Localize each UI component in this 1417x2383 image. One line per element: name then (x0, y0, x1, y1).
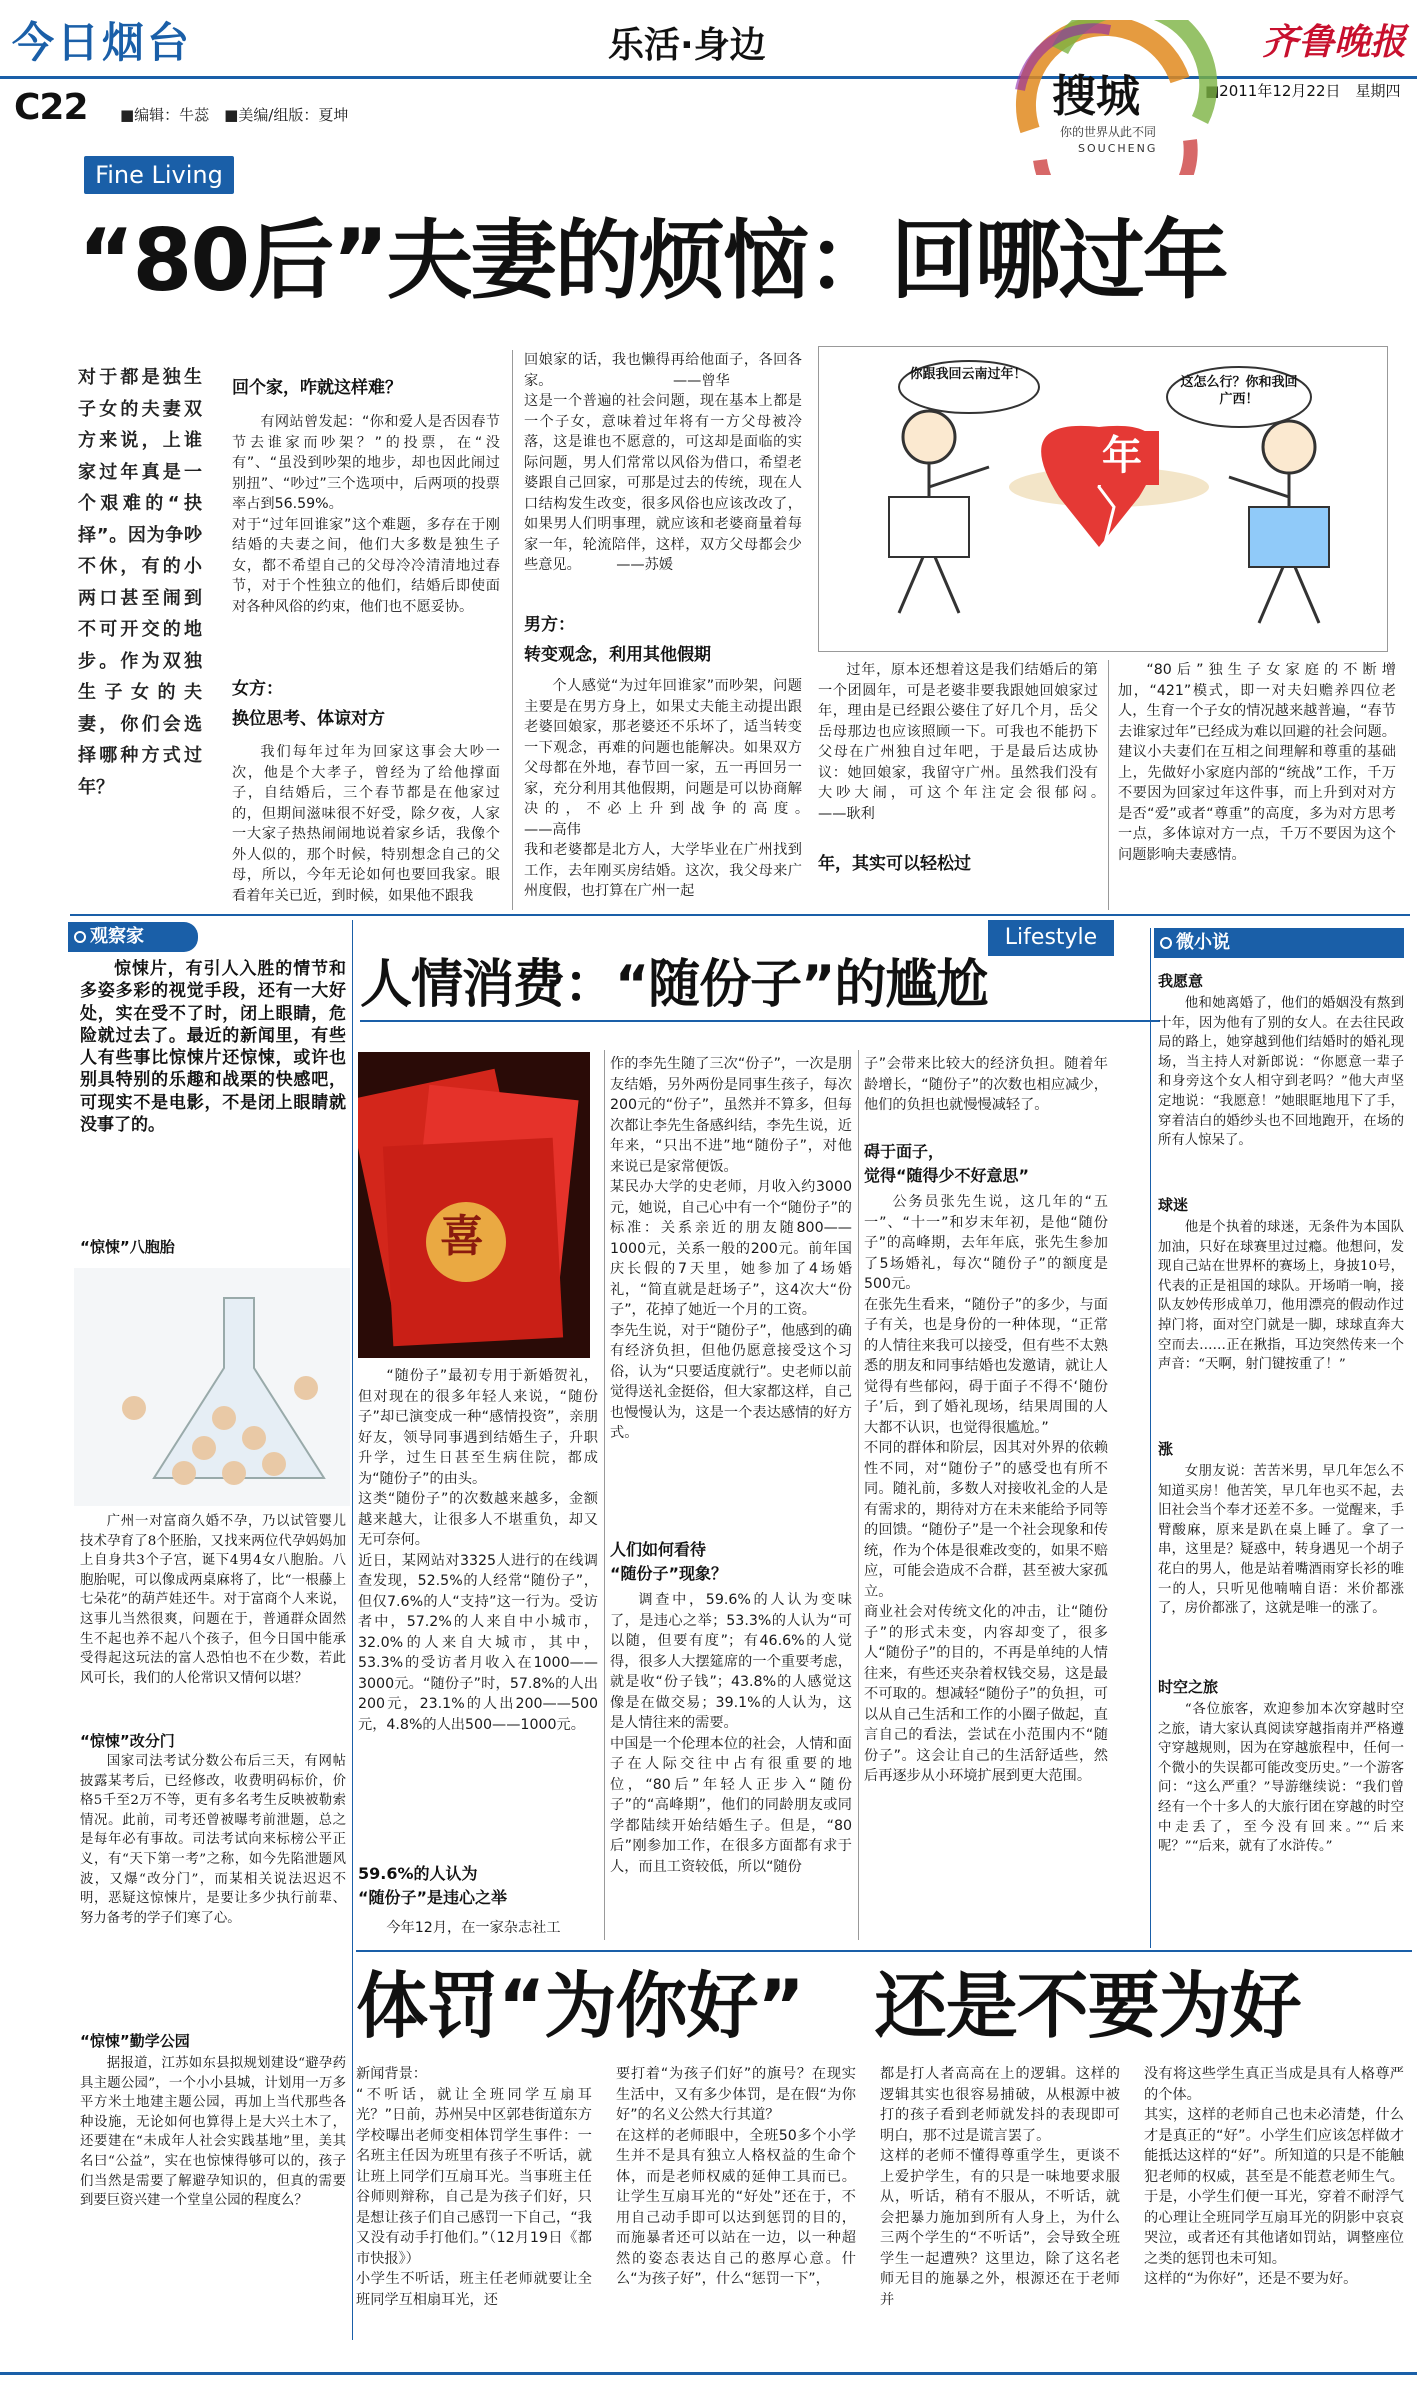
col-divider (604, 1050, 605, 1940)
article2-subhead-1: 59.6%的人认为 “随份子”是违心之举 (358, 1864, 508, 1907)
logo-slogan: 你的世界从此不同 (1060, 125, 1157, 139)
article2-col2b: 调查中，59.6%的人认为变味了，是违心之举；53.3%的人认为“可以随，但要有度”；有46.6%的人觉得，很多人大摆筵席的一个重要考虑，就是收“份子钱”；43.8%的人感觉这像是在做交易；39.1%的人认为，这是人情往来的需要。 中国是一个伦理本位的社会，人情和面子在人际交往中占有很重要的地位，“80后”年轻人正步入“随份子”的“高峰期”，他们的同龄朋友或同学都陆续开始结婚生子。但是，“80后”刚参加工作，在很多方面都有求于人，而且工资较低，所以“随份 (610, 1592, 852, 1875)
article1-lead: 对于都是独生子女的夫妻双方来说，上谁家过年真是一个艰难的“抉择”。因为争吵不休，有的小两口甚至闹到不可开交的地步。作为双独生子女的夫妻，你们会选择哪种方式过年？ (78, 367, 202, 798)
article3-col1: 新闻背景： “不听话，就让全班同学互扇耳光？”日前，苏州吴中区郭巷街道东方学校曝出老师变相体罚学生事件：一名班主任因为班里有孩子不听话，就让班上同学们互扇耳光。当事班主任谷师则辩称，自己是为孩子们好，只是想让孩子们自己感罚一下自己，“我又没有动手打他们。”（12月19日《都市快报》） 小学生不听话，班主任老师就要让全班同学互相扇耳光，还 (356, 2066, 592, 2308)
guanchajia-intro: 惊悚片，有引人入胜的情节和多姿多彩的视觉手段，还有一大好处，实在受不了时，闭上眼睛，危险就过去了。最近的新闻里，有些人有些事比惊悚片还惊悚，或许也别具特别的乐趣和战栗的快感吧，可现实不是电影，不是闭上眼睛就没事了的。 (80, 959, 346, 1136)
guanchajia-item1-title: “惊悚”八胞胎 (80, 1238, 175, 1256)
guanchajia-title-text: 观察家 (90, 926, 144, 947)
header-date: ■2011年12月22日 星期四 (1205, 82, 1401, 100)
weixiaoshuo-title-text: 微小说 (1176, 932, 1230, 953)
flask-illustration (74, 1268, 350, 1506)
article3-col3: 都是打人者高高在上的逻辑。这样的逻辑其实也很容易捕破，从根源中被打的孩子看到老师就发抖的表现即可明白，那不过是谎言罢了。 这样的老师不懂得尊重学生，更谈不上爱护学生，有的只是一味地要求服从，听话，稍有不服从，不听话，就会把暴力施加到所有人身上，为什么三两个学生的“不听话”，会导致全班学生一起遭殃？这里边，除了这名老师无目的施暴之外，根源还在于老师并 (880, 2066, 1120, 2308)
article2-col1: “随份子”最初专用于新婚贺礼，但对现在的很多年轻人来说，“随份子”却已演变成一种“感情投资”，亲朋好友，领导同事遇到结婚生子，升职升学，过生日甚至生病住院，都成为“随份子”的由头。 这类“随份子”的次数越来越多，金额越来越大，让很多人不堪重负，却又无可奈何。 近日，某网站对3325人进行的在线调查发现，52.5%的人经常“随份子”，但仅7.6%的人“支持”这一行为。受访者中，57.2%的人来自中小城市，32.0%的人来自大城市，其中，53.3%的受访者月收入在1000——3000元。“随份子”时，57.8%的人出200元，23.1%的人出200——500元，4.8%的人出500——1000元。 (358, 1368, 598, 1733)
cartoon-illustration (818, 346, 1388, 652)
guanchajia-item3-title: “惊悚”勤学公园 (80, 2032, 190, 2050)
article1-subhead-3: 男方： 转变观念，利用其他假期 (524, 615, 711, 665)
guanchajia-item3-body: 据报道，江苏如东县拟规划建设“避孕药具主题公园”，一个小小县城，计划用一万多平方米土地建主题公园，再加上当代那些各种设施，无论如何也算得上是大兴土木了，还要建在“未成年人社会实践基地”里，美其名曰“公益”，实在也惊悚得够可以的，孩子们当然是需要了解避孕知识的，但真的需要到要巨资兴建一个堂皇公园的程度么？ (80, 2056, 346, 2209)
lifestyle-tag: Lifestyle (988, 920, 1114, 956)
article1-col3: 过年，原本还想着这是我们结婚后的第一个团圆年，可是老婆非要我跟她回娘家过年，理由是已经跟公婆住了好几个月，岳父岳母那边也应该照顾一下。可我也不能扔下父母在广州独自过年吧，于是最后达成协议：她回娘家，我留守广州。虽然我们没有大吵大闹，可这个年注定会很郁闷。 ——耿利 (818, 662, 1098, 822)
article1-subhead-2: 女方： 换位思考、体谅对方 (232, 679, 385, 729)
article2-col1b: 今年12月，在一家杂志社工 (386, 1920, 561, 1936)
article2-headline: 人情消费：“随份子”的尴尬 (360, 955, 988, 1015)
envelope-xi-character: 喜 (440, 1211, 484, 1262)
article1-col4: “80后”独生子女家庭的不断增加，“421”模式，即一对夫妇赡养四位老人，生育一个子女的情况越来越普遍，“春节去谁家过年”已经成为难以回避的社会问题。建议小夫妻们在互相之间理解和尊重的基础上，先做好小家庭内部的“统战”工作，千万不要因为回家过年这件事，而上升到对对方是否“爱”或者“尊重”的高度，多为对方思考一点，多体谅对方一点，千万不要因为这个问题影响夫妻感情。 (1118, 662, 1396, 863)
col-divider (858, 1050, 859, 1940)
header-channel: 乐活·身边 (608, 25, 766, 66)
page-number: C22 (14, 87, 88, 128)
story4-title: 时空之旅 (1158, 1678, 1219, 1696)
guanchajia-item1-body: 广州一对富商久婚不孕，乃以试管婴儿技术孕育了8个胚胎，又找来两位代孕妈妈加上自身共3个子宫，诞下4男4女八胞胎。八胞胎呢，可以像成两桌麻将了，比“一根藤上七朵花”的葫芦娃还牛。对于富商个人来说，这事儿当然很爽，问题在于，普通群众固然生不起也养不起八个孩子，但今日国中能承受得起这玩法的富人恐怕也不在少数，若此风可长，我们的人伦常识又情何以堪？ (80, 1514, 346, 1686)
section-divider (70, 914, 1410, 916)
story1-body: 他和她离婚了，他们的婚姻没有熬到十年，因为他有了别的女人。在去往民政局的路上，她穿越到他们结婚时的婚礼现场，当主持人对新郎说：“你愿意一辈子和身旁这个女人相守到老吗？”他大声坚定地说：“我愿意！”她眼眶地甩下了手，穿着洁白的婚纱头也不回地跑开，在场的所有人惊呆了。 (1158, 996, 1404, 1149)
story3-body: 女朋友说：苦苦米男，早几年怎么不知道买房！他苦笑，早几年也买不起，去旧社会当个奉才还差不多。一觉醒来，手臂酸麻，原来是趴在桌上睡了。拿了一串，这里是？疑惑中，转身遇见一个胡子花白的男人，他是站着嘴酒雨穿长衫的唯一的人，只听见他喃喃自语：米价都涨了，房价都涨了，这就是唯一的涨了。 (1158, 1464, 1404, 1617)
cartoon-bubble-left: 你跟我回云南过年！ (909, 367, 1027, 382)
story2-title: 球迷 (1158, 1196, 1189, 1214)
guanchajia-title (68, 922, 198, 952)
article2-col2: 作的李先生随了三次“份子”，一次是朋友结婚，另外两份是同事生孩子，每次200元的“份子”，虽然并不算多，但每次都让李先生备感纠结，李先生说，近年来，“只出不进”地“随份子”，对他来说已是家常便饭。 某民办大学的史老师，月收入约3000元，她说，自己心中有一个“随份子”的标准：关系亲近的朋友随800——1000元，关系一般的200元。前年国庆长假的7天里，她参加了4场婚礼，“简直就是赶场子”，这4次大“份子”，花掉了她近一个月的工资。 李先生说，对于“随份子”，他感到的确有经济负担，但他仍愿意接受这个习俗，认为“只要适度就行”。史老师以前觉得送礼金挺俗，但大家都这样，自己也慢慢认为，这是一个表达感情的好方式。 (610, 1056, 852, 1441)
article1-headline: “80后”夫妻的烦恼：回哪过年 (78, 211, 1227, 311)
fine-living-tag: Fine Living (84, 156, 234, 194)
col-divider (1108, 660, 1109, 910)
article3-col4: 没有将这些学生真正当成是具有人格尊严的个体。 其实，这样的老师自己也未必清楚，什么才是真正的“好”。小学生们应该怎样做才能抵达这样的“好”。所知道的只是不能触犯老师的权威，甚至是不能惹老师生气。于是，小学生们便一耳光，穿着不耐浮气的心理让全班同学互扇耳光的阴影中哀哀哭泣，或者还有其他诸如罚站，调整座位之类的惩罚也未可知。 这样的“为你好”，还是不要为好。 (1144, 2066, 1404, 2287)
article2-headline-rule (360, 1020, 1160, 1022)
footer-rule (0, 2372, 1417, 2375)
guanchajia-item2-title: “惊悚”改分门 (80, 1732, 175, 1750)
article3-headline: 体罚“为你好” 还是不要为好 (356, 1964, 1301, 2048)
article2-col3: 子”会带来比较大的经济负担。随着年龄增长，“随份子”的次数也相应减少，他们的负担也就慢慢减轻了。 (864, 1056, 1108, 1113)
article2-subhead-3: 碍于面子， 觉得“随得少不好意思” (864, 1142, 1030, 1185)
article1-col1: 有网站曾发起：“你和爱人是否因春节节去谁家而吵架？”的投票，在“没有”、“虽没到吵架的地步，却也因此闹过别扭”、“吵过”三个选项中，后两项的投票率占到56.59%。 对于“过年回谁家”这个难题，多存在于刚结婚的夫妻之间，他们大多数是独生子女，都不希望自己的父母冷冷清清地过春节，对于个性独立的他们，结婚后即使面对各种风俗的约束，他们也不愿妥协。 (232, 414, 500, 615)
guanchajia-icon (74, 931, 86, 943)
article2-col3b: 公务员张先生说，这几年的“五一”、“十一”和岁末年初，是他“随份子”的高峰期，去年年底，张先生参加了5场婚礼，每次“随份子”的额度是500元。 在张先生看来，“随份子”的多少，与面子有关，也是身份的一种体现，“正常的人情往来我可以接受，但有些不太熟悉的朋友和同事结婚也发邀请，就让人觉得有些郁闷，碍于面子不得不‘随份子’后，到了婚礼现场，结果周围的人大都不认识，也觉得很尴尬。” 不同的群体和阶层，因其对外界的依赖性不同，对“随份子”的感受也有所不同。随礼前，多数人对接收礼金的人是有需求的，期待对方在未来能给予同等的回馈。“随份子”是一个社会现象和传统，作为个体是很难改变的，如果不赔应，可能会造成不合群，甚至被大家孤立。 商业社会对传统文化的冲击，让“随份子”的形式未变，内容却变了，很多人“随份子”的目的，不再是单纯的人情往来，有些还夹杂着权钱交易，这是最不可取的。想减轻“随份子”的负担，可以从自己生活和工作的小圈子做起，直言自己的看法，尝试在小范围内不“随份子”。这会让自己的生活舒适些，然后再逐步从小环境扩展到更大范围。 (864, 1194, 1108, 1784)
weixiaoshuo-title (1154, 928, 1404, 958)
cartoon-bubble-right: 这怎么行？你和我回广西！ (1180, 375, 1298, 407)
header-section-name: 今日烟台 (12, 18, 193, 67)
sidebar-border (1150, 928, 1151, 1948)
article3-col2: 要打着“为孩子们好”的旗号？在现实生活中，又有多少体罚，是在假“为你好”的名义公然大行其道？ 在这样的老师眼中，全班50多个小学生并不是具有独立人格权益的生命个体，而是老师权威的延伸工具而已。让学生互扇耳光的“好处”还在于，不用自己动手即可以达到惩罚的目的，而施暴者还可以站在一边，以一种超然的姿态表达自己的憨厚心意。什么“为孩子好”，什么“惩罚一下”， (616, 2066, 856, 2287)
article1-col2b: 个人感觉“为过年回谁家”而吵架，问题主要是在男方身上，如果丈夫能主动提出跟老婆回娘家，那老婆还不乐坏了，适当转变一下观念，再难的问题也能解决。如果双方父母都在外地，春节回一家，五一再回另一家，充分利用其他假期，问题是可以协商解决的，不必上升到战争的高度。 ——高伟 我和老婆都是北方人，大学毕业在广州找到工作，去年刚买房结婚。这次，我父母来广州度假，也打算在广州一起 (524, 678, 802, 899)
article1-subhead-4: 年，其实可以轻松过 (818, 854, 971, 874)
article1-col2a: 回娘家的话，我也懒得再给他面子，各回各家。 ——曾华 这是一个普遍的社会问题，现在基本上都是一个子女，意味着过年将有一方父母被冷落，这是谁也不愿意的，可这却是面临的实际问题，男人们常常以风俗为借口，希望老婆跟自己回家，可那是过去的传统，现在人口结构发生改变，很多风俗也应该改改了，如果男人们明事理，就应该和老婆商量着每家一年，轮流陪伴，这样，双方父母都会少些意见。 ——苏媛 (524, 352, 802, 573)
col-divider (512, 350, 513, 910)
logo-en: SOUCHENG (1078, 142, 1158, 155)
weixiaoshuo-icon (1160, 937, 1172, 949)
story4-body: “各位旅客，欢迎参加本次穿越时空之旅，请大家认真阅读穿越指南并严格遵守穿越规则，因为在穿越旅程中，任何一个微小的失误都可能改变历史。”一个游客问：“这么严重？”导游继续说：“我们曾经有一个十多人的大旅行团在穿越的时空中走丢了，至今没有回来。”“后来呢？”“后来，就有了水浒传。” (1158, 1702, 1404, 1855)
guanchajia-item2-body: 国家司法考试分数公布后三天，有网帖披露某考后，已经修改，收费明码标价，价格5千至2万不等，更有多名考生反映被勒索情况。此前，司考还曾被曝考前泄题，总之是每年必有事故。司法考试向来标榜公平正义，有“天下第一考”之称，如今先陷泄题风波，又爆“改分门”，而某相关说法迟迟不明，恶疑这惊悚片，是要让多少执行前辈、努力备考的学子们寒了心。 (80, 1754, 346, 1926)
newspaper-name: 齐鲁晚报 (1262, 21, 1407, 63)
logo-text: 搜城 (1052, 71, 1140, 122)
editors-line: ■编辑：牛蕊 ■美编/组版：夏坤 (120, 106, 349, 124)
red-envelopes-photo (358, 1052, 590, 1358)
cartoon-nian-character: 年 (1102, 433, 1142, 479)
article1-subhead-1: 回个家，咋就这样难？ (232, 378, 402, 398)
story1-title: 我愿意 (1158, 972, 1204, 990)
section-divider (356, 1950, 1412, 1952)
story2-body: 他是个执着的球迷，无条件为本国队加油，只好在球赛里过过瘾。他想问，发现自己站在世界杯的赛场上，身披10号，代表的正是祖国的球队。开场哨一响，接队友妙传形成单刀，他用漂亮的假动作过掉门将，面对空门就是一脚，球球直奔大空而去……正在揪指，耳边突然传来一个声音：“天啊，射门键按重了！” (1158, 1220, 1404, 1373)
article2-subhead-2: 人们如何看待 “随份子”现象？ (610, 1540, 728, 1583)
sidebar-border (352, 920, 353, 2340)
article1-col1b: 我们每年过年为回家这事会大吵一次，他是个大孝子，曾经为了给他撑面子，自结婚后，三个春节都是在他家过的，但期间滋味很不好受，除夕夜，人家一大家子热热闹闹地说着家乡话，我像个外人似的，那个时候，特别想念自己的父母，所以，今年无论如何也要回我家。眼看着年关已近，到时候，如果他不跟我 (232, 744, 500, 904)
story3-title: 涨 (1158, 1440, 1174, 1458)
